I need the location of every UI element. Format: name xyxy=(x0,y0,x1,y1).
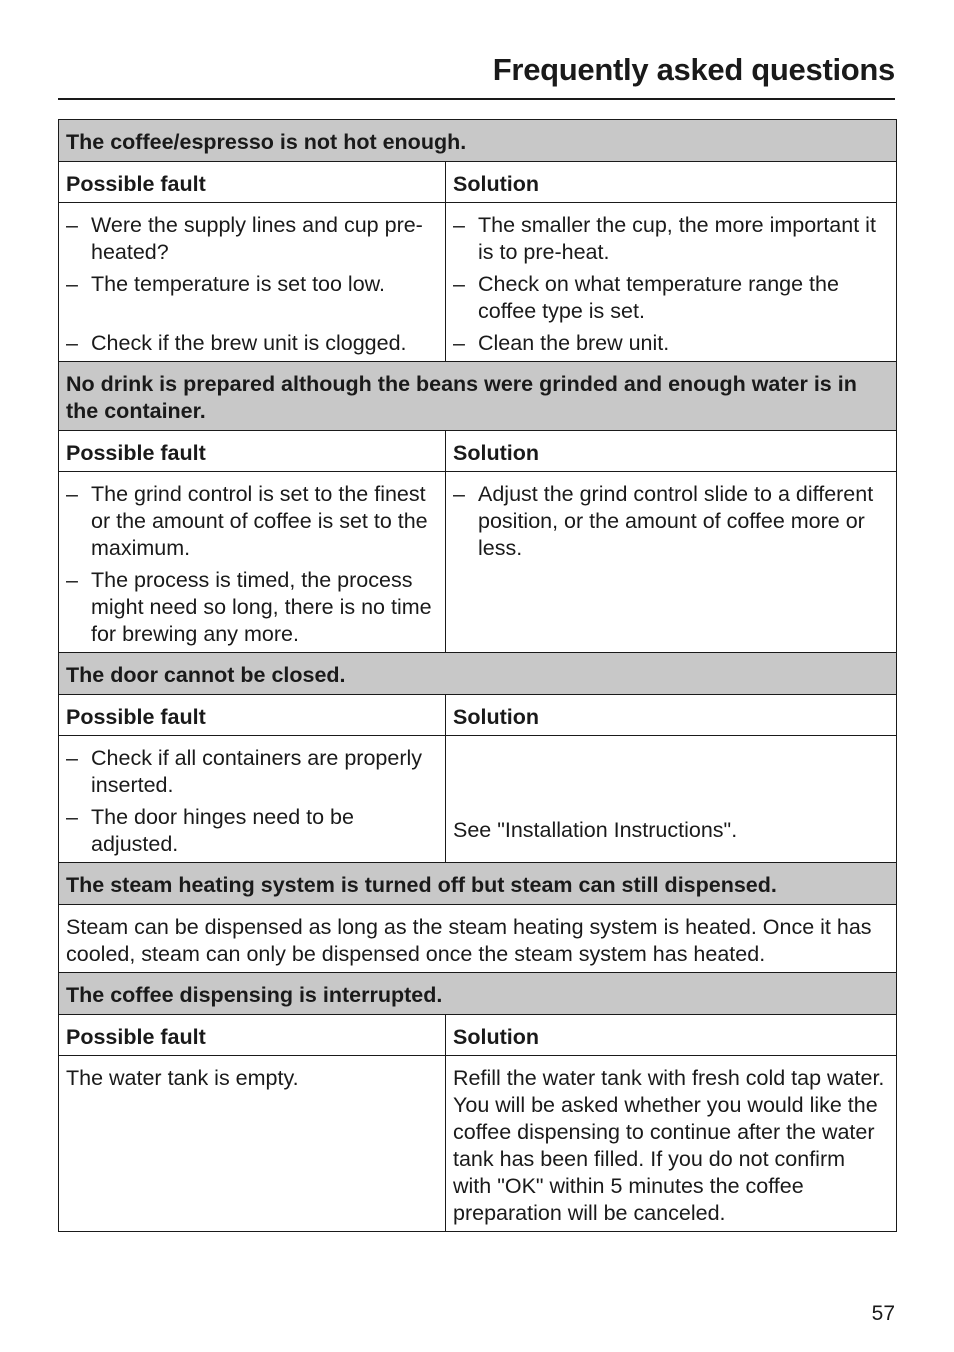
fault-cell xyxy=(59,203,446,362)
faq-table xyxy=(58,119,897,1232)
info-text: Steam can be dispensed as long as the steam heating system is heated. Once it has cooled, steam can only be dispensed once the steam system has heated. xyxy=(59,905,897,973)
fault-list xyxy=(66,745,438,858)
table-row xyxy=(59,203,897,362)
fault-list xyxy=(66,212,438,357)
section-title: The coffee/espresso is not hot enough. xyxy=(59,120,897,162)
column-header-row xyxy=(59,1015,897,1056)
list-item: – Check on what temperature range the coffee type is set. xyxy=(453,271,889,325)
column-header-solution: Solution xyxy=(446,162,897,203)
list-item: – Were the supply lines and cup pre-heated? xyxy=(66,212,438,266)
list-item: – Check if all containers are properly inserted. xyxy=(66,745,438,799)
page-number: 57 xyxy=(871,1302,895,1325)
column-header-row xyxy=(59,695,897,736)
column-header-row xyxy=(59,162,897,203)
section-title: No drink is prepared although the beans were grinded and enough water is in the container. xyxy=(59,362,897,431)
column-header-fault: Possible fault xyxy=(59,431,446,472)
column-header-solution: Solution xyxy=(446,1015,897,1056)
list-item: – Clean the brew unit. xyxy=(453,330,889,357)
fault-list xyxy=(66,481,438,648)
solution-cell xyxy=(446,472,897,653)
page-title: Frequently asked questions xyxy=(492,52,895,87)
fault-cell: The water tank is empty. xyxy=(59,1056,446,1232)
fault-cell xyxy=(59,736,446,863)
table-row xyxy=(59,905,897,973)
list-item: – The smaller the cup, the more important it is to pre-heat. xyxy=(453,212,889,266)
solution-text: See "Installation Instructions". xyxy=(453,818,738,842)
section-title: The door cannot be closed. xyxy=(59,653,897,695)
section-header xyxy=(59,653,897,695)
solution-cell: Refill the water tank with fresh cold tap water. You will be asked whether you would like the coffee dispensing to continue after the water tank has been filled. If you do not confirm with "OK" within 5 minutes the coffee preparation will be canceled. xyxy=(446,1056,897,1232)
section-header xyxy=(59,863,897,905)
list-item: – Check if the brew unit is clogged. xyxy=(66,330,438,357)
column-header-fault: Possible fault xyxy=(59,1015,446,1056)
column-header-solution: Solution xyxy=(446,695,897,736)
list-item: – The process is timed, the process might need so long, there is no time for brewing any more. xyxy=(66,567,438,648)
list-item: – The temperature is set too low. xyxy=(66,271,438,298)
table-row xyxy=(59,1056,897,1232)
column-header-row xyxy=(59,431,897,472)
title-divider xyxy=(58,98,895,100)
section-header xyxy=(59,120,897,162)
table-row xyxy=(59,472,897,653)
section-title: The coffee dispensing is interrupted. xyxy=(59,973,897,1015)
solution-cell xyxy=(446,736,897,863)
list-item: – The grind control is set to the finest or the amount of coffee is set to the maximum. xyxy=(66,481,438,562)
column-header-fault: Possible fault xyxy=(59,695,446,736)
section-header xyxy=(59,362,897,431)
list-item: – Adjust the grind control slide to a different position, or the amount of coffee more or less. xyxy=(453,481,889,562)
solution-list xyxy=(453,212,889,357)
section-header xyxy=(59,973,897,1015)
section-title: The steam heating system is turned off but steam can still dispensed. xyxy=(59,863,897,905)
column-header-fault: Possible fault xyxy=(59,162,446,203)
column-header-solution: Solution xyxy=(446,431,897,472)
list-item: – The door hinges need to be adjusted. xyxy=(66,804,438,858)
table-row xyxy=(59,736,897,863)
fault-cell xyxy=(59,472,446,653)
solution-list xyxy=(453,481,889,562)
solution-cell xyxy=(446,203,897,362)
